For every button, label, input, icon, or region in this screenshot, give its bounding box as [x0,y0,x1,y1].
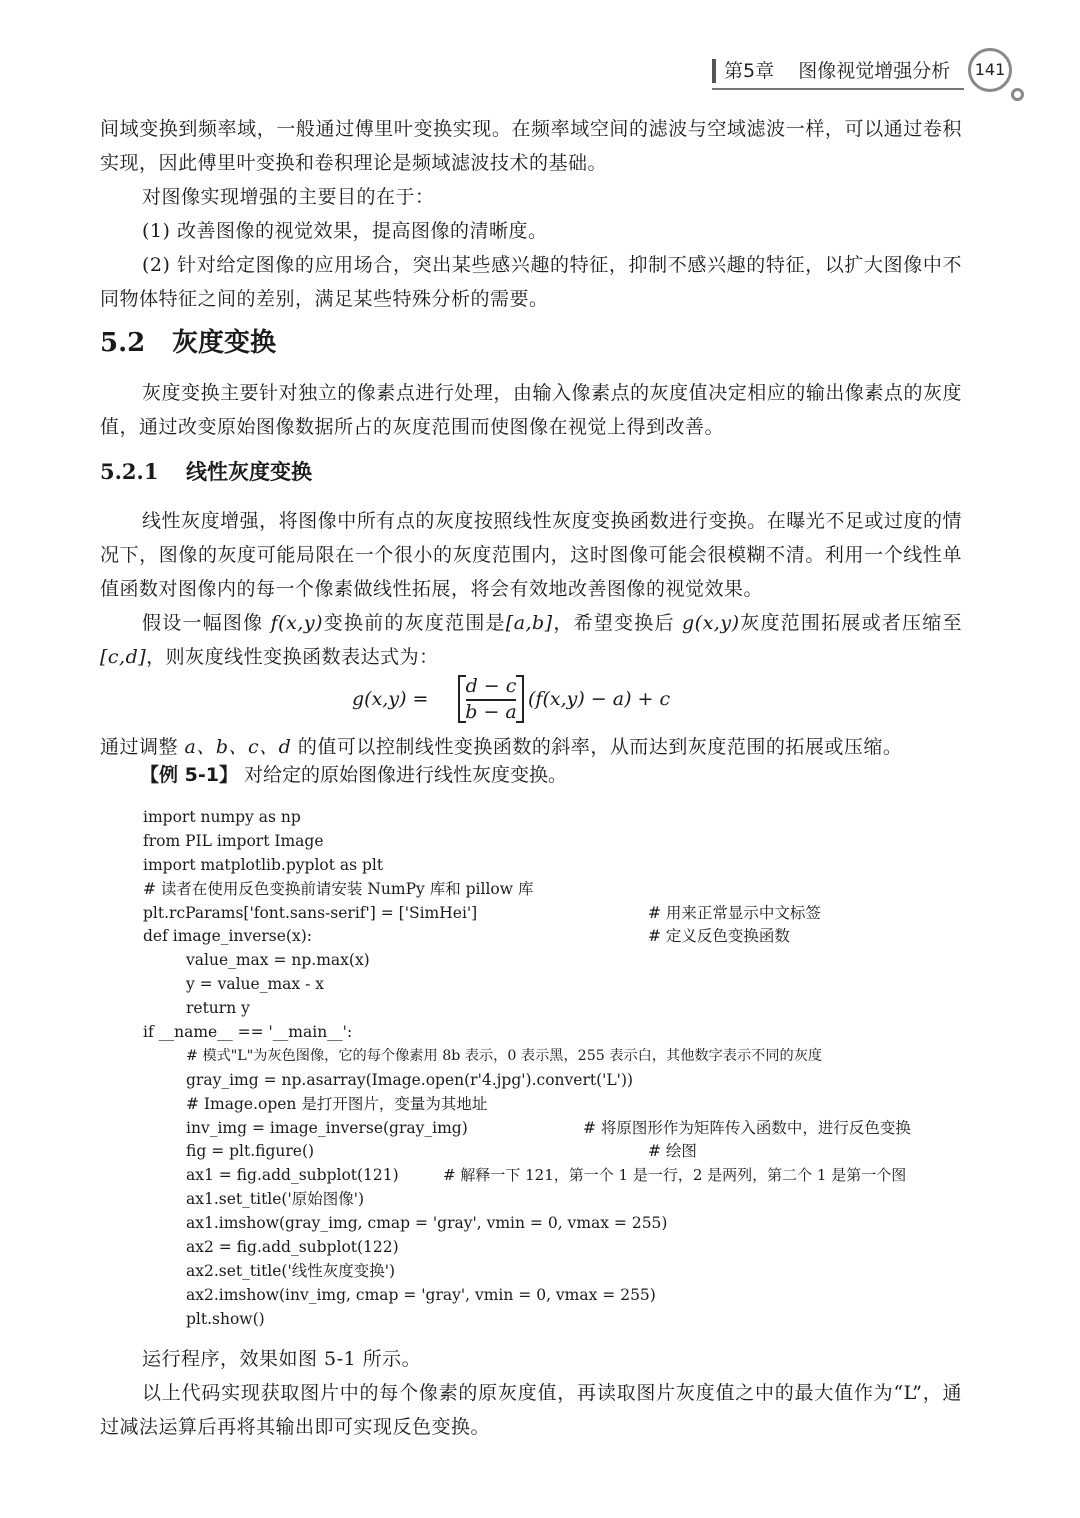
subsection-paragraph-2: 假设一幅图像 f(x,y)变换前的灰度范围是[a,b]，希望变换后 g(x,y)灰度范围拓展或者压缩至[c,d]，则灰度线性变换函数表达式为： [100,612,962,668]
header-bar-mark [712,59,716,83]
code-line: # 读者在使用反色变换前请安装 NumPy 库和 pillow 库 [143,879,534,898]
page-number-dot-icon [1011,88,1024,101]
code-line: gray_img = np.asarray(Image.open(r'4.jpg').convert('L')) [186,1070,634,1089]
header-chapter: 第5章 [724,60,775,82]
code-line: ax2 = fig.add_subplot(122) [186,1238,399,1257]
code-line: ax1 = fig.add_subplot(121) # 解释一下 121，第一个 1 是一行，2 是两列，第二个 1 是第一个图 [143,1164,973,1188]
closing-paragraph-1: 运行程序，效果如图 5-1 所示。 [142,1348,422,1370]
code-line: def image_inverse(x): # 定义反色变换函数 [143,925,973,949]
math-g: g(x,y) [682,612,740,634]
subsection-title: 线性灰度变换 [186,459,312,484]
math-vars: a、b、c、d [184,736,292,758]
code-line: plt.show() [186,1309,265,1328]
code-line: ax2.imshow(inv_img, cmap = 'gray', vmin = 0, vmax = 255) [186,1285,656,1304]
formula-numerator: d − c [465,675,517,697]
code-line: ax2.set_title('线性灰度变换') [186,1261,396,1280]
example-text: 对给定的原始图像进行线性灰度变换。 [237,764,567,786]
example-caption [140,758,567,792]
closing-paragraph-2: 以上代码实现获取图片中的每个像素的原灰度值，再读取图片灰度值之中的最大值作为“L”，通过减法运算后再将其输出即可实现反色变换。 [100,1382,962,1438]
code-comment: # 解释一下 121，第一个 1 是一行，2 是两列，第二个 1 是第一个图 [443,1166,907,1185]
code-line: value_max = np.max(x) [186,951,370,970]
page-number: 141 [974,60,1006,79]
formula-denominator: b − a [465,701,517,723]
code-line: # Image.open 是打开图片，变量为其地址 [186,1094,488,1113]
example-label: 【例 5-1】 [140,764,238,786]
header-rule [712,88,964,90]
subsection-paragraph-1: 线性灰度增强，将图像中所有点的灰度按照线性灰度变换函数进行变换。在曝光不足或过度的情况下，图像的灰度可能局限在一个很小的灰度范围内，这时图像可能会很模糊不清。利用一个线性单值函数对图像内的每一个像素做线性拓展，将会有效地改善图像的视觉效果。 [100,510,962,600]
code-line: return y [186,999,250,1018]
code-comment: # 用来正常显示中文标签 [648,903,821,922]
code-line: plt.rcParams['font.sans-serif'] = ['SimHei'] # 用来正常显示中文标签 [143,902,973,926]
intro-paragraph-1: 间域变换到频率域，一般通过傅里叶变换实现。在频率域空间的滤波与空域滤波一样，可以通过卷积实现，因此傅里叶变换和卷积理论是频域滤波技术的基础。 [100,118,962,174]
section-heading [100,322,276,359]
code-line: if __name__ == '__main__': [143,1023,353,1042]
code-line: fig = plt.figure() # 绘图 [143,1140,973,1164]
code-comment: # 定义反色变换函数 [648,927,790,946]
code-line: inv_img = image_inverse(gray_img) # 将原图形作为矩阵传入函数中，进行反色变换 [143,1117,973,1141]
intro-paragraph-4: (2) 针对给定图像的应用场合，突出某些感兴趣的特征，抑制不感兴趣的特征，以扩大图像中不同物体特征之间的差别，满足某些特殊分析的需要。 [100,254,962,310]
intro-paragraph-3: (1) 改善图像的视觉效果，提高图像的清晰度。 [142,220,548,242]
code-comment: # 将原图形作为矩阵传入函数中，进行反色变换 [583,1118,911,1137]
formula-bracket [458,675,524,723]
code-line: import matplotlib.pyplot as plt [143,855,384,874]
code-listing [143,806,973,1332]
code-line: ax1.imshow(gray_img, cmap = 'gray', vmin = 0, vmax = 255) [186,1214,668,1233]
formula-right: (f(x,y) − a) + c [528,688,671,710]
code-line: from PIL import Image [143,831,324,850]
math-cd: [c,d] [100,646,147,668]
section-paragraph: 灰度变换主要针对独立的像素点进行处理，由输入像素点的灰度值决定相应的输出像素点的灰度值，通过改变原始图像数据所占的灰度范围而使图像在视觉上得到改善。 [100,382,962,438]
code-line: ax1.set_title('原始图像') [186,1190,365,1209]
math-ab: [a,b] [505,612,553,634]
code-line: import numpy as np [143,808,301,826]
intro-paragraph-2: 对图像实现增强的主要目的在于： [142,186,435,208]
section-number: 5.2 [100,328,146,358]
header-title: 图像视觉增强分析 [798,60,951,82]
after-formula-paragraph: 通过调整 a、b、c、d 的值可以控制线性变换函数的斜率，从而达到灰度范围的拓展或压缩。 [100,736,903,758]
code-line: # 模式"L"为灰色图像，它的每个像素用 8b 表示，0 表示黑，255 表示白，其他数字表示不同的灰度 [186,1047,823,1064]
subsection-number: 5.2.1 [100,459,159,484]
math-f: f(x,y) [270,612,323,634]
subsection-heading [100,456,312,486]
formula-left: g(x,y) = [352,688,429,710]
code-line: y = value_max - x [186,975,324,994]
code-comment: # 绘图 [648,1142,697,1161]
section-title: 灰度变换 [172,328,277,358]
